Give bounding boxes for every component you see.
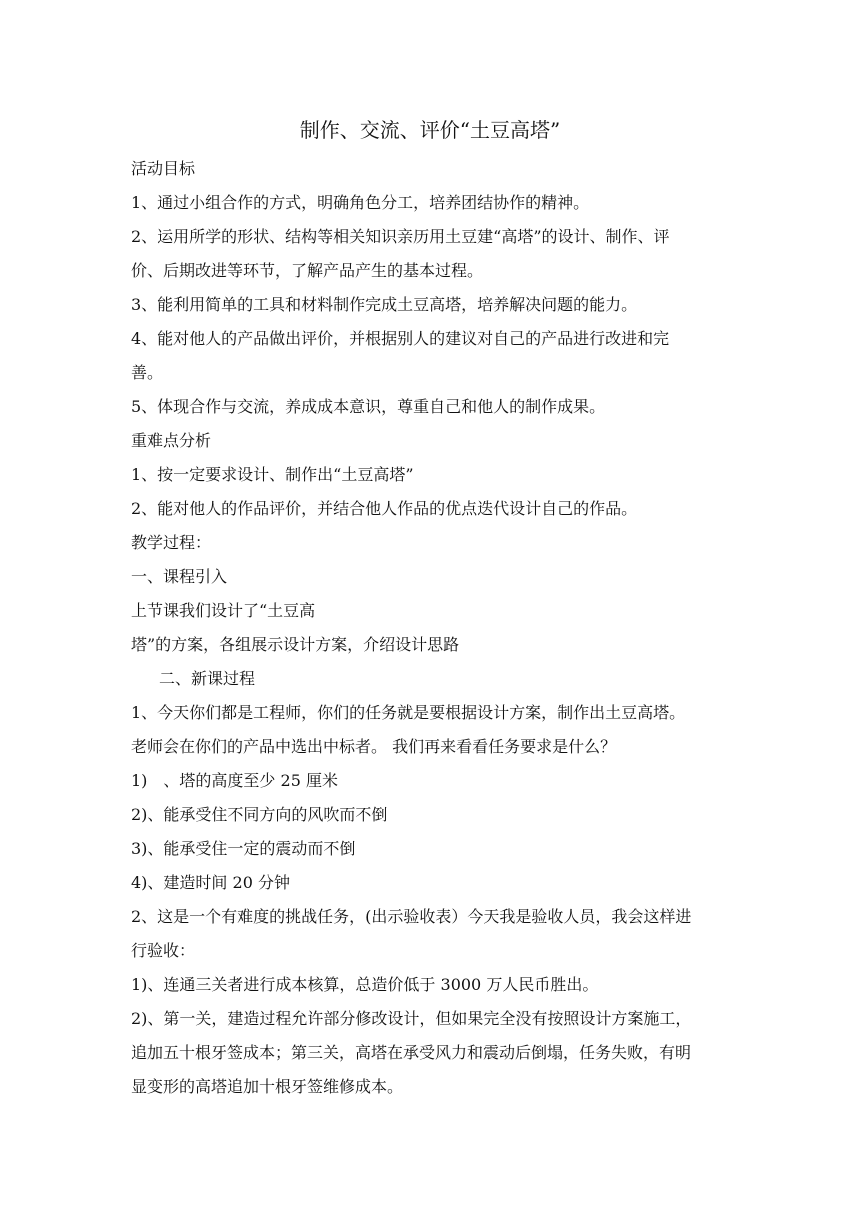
section-heading-intro: 一、课程引入 <box>131 567 228 586</box>
paragraph-line: 1、今天你们都是工程师，你们的任务就是要根据设计方案，制作出土豆高塔。 <box>131 703 686 722</box>
list-item: 2)、能承受住不同方向的风吹而不倒 <box>131 805 388 824</box>
paragraph-line: 1、通过小组合作的方式，明确角色分工，培养团结协作的精神。 <box>131 193 590 212</box>
document-title: 制作、交流、评价“土豆高塔” <box>299 118 561 142</box>
paragraph-line: 显变形的高塔追加十根牙签维修成本。 <box>131 1077 404 1096</box>
paragraph-line: 2、这是一个有难度的挑战任务，(出示验收表）今天我是验收人员，我会这样进 <box>131 907 692 926</box>
list-item: 3)、能承受住一定的震动而不倒 <box>131 839 356 858</box>
paragraph-line: 上节课我们设计了“土豆高 <box>131 601 316 620</box>
paragraph-line: 5、体现合作与交流，养成成本意识，尊重自己和他人的制作成果。 <box>131 397 606 416</box>
section-heading-new-lesson: 二、新课过程 <box>159 669 256 688</box>
paragraph-line: 2、运用所学的形状、结构等相关知识亲历用土豆建“高塔”的设计、制作、评 <box>131 227 670 246</box>
paragraph-line: 行验收： <box>131 941 196 960</box>
paragraph-line: 善。 <box>131 363 164 382</box>
paragraph-line: 4、能对他人的产品做出评价，并根据别人的建议对自己的产品进行改进和完 <box>131 329 670 348</box>
paragraph-line: 1、按一定要求设计、制作出“土豆高塔” <box>131 465 414 484</box>
list-item: 1)、连通三关者进行成本核算，总造价低于 3000 万人民币胜出。 <box>131 975 599 994</box>
section-heading-key-points: 重难点分析 <box>131 431 212 450</box>
paragraph-line: 追加五十根牙签成本；第三关，高塔在承受风力和震动后倒塌，任务失败，有明 <box>131 1043 692 1062</box>
paragraph-line: 老师会在你们的产品中选出中标者。 我们再来看看任务要求是什么？ <box>131 737 617 756</box>
paragraph-line: 价、后期改进等环节，了解产品产生的基本过程。 <box>131 261 484 280</box>
paragraph-line: 2、能对他人的作品评价，并结合他人作品的优点迭代设计自己的作品。 <box>131 499 638 518</box>
document-body <box>131 152 741 1104</box>
paragraph-line: 塔”的方案，各组展示设计方案，介绍设计思路 <box>131 635 460 654</box>
section-heading-process: 教学过程： <box>131 533 212 552</box>
paragraph-line: 3、能利用简单的工具和材料制作完成土豆高塔，培养解决问题的能力。 <box>131 295 638 314</box>
section-heading-objectives: 活动目标 <box>131 159 196 178</box>
list-item: 4)、建造时间 20 分钟 <box>131 873 290 892</box>
list-item: 1) 、塔的高度至少 25 厘米 <box>131 771 338 790</box>
list-item: 2)、第一关，建造过程允许部分修改设计，但如果完全没有按照设计方案施工， <box>131 1009 692 1028</box>
